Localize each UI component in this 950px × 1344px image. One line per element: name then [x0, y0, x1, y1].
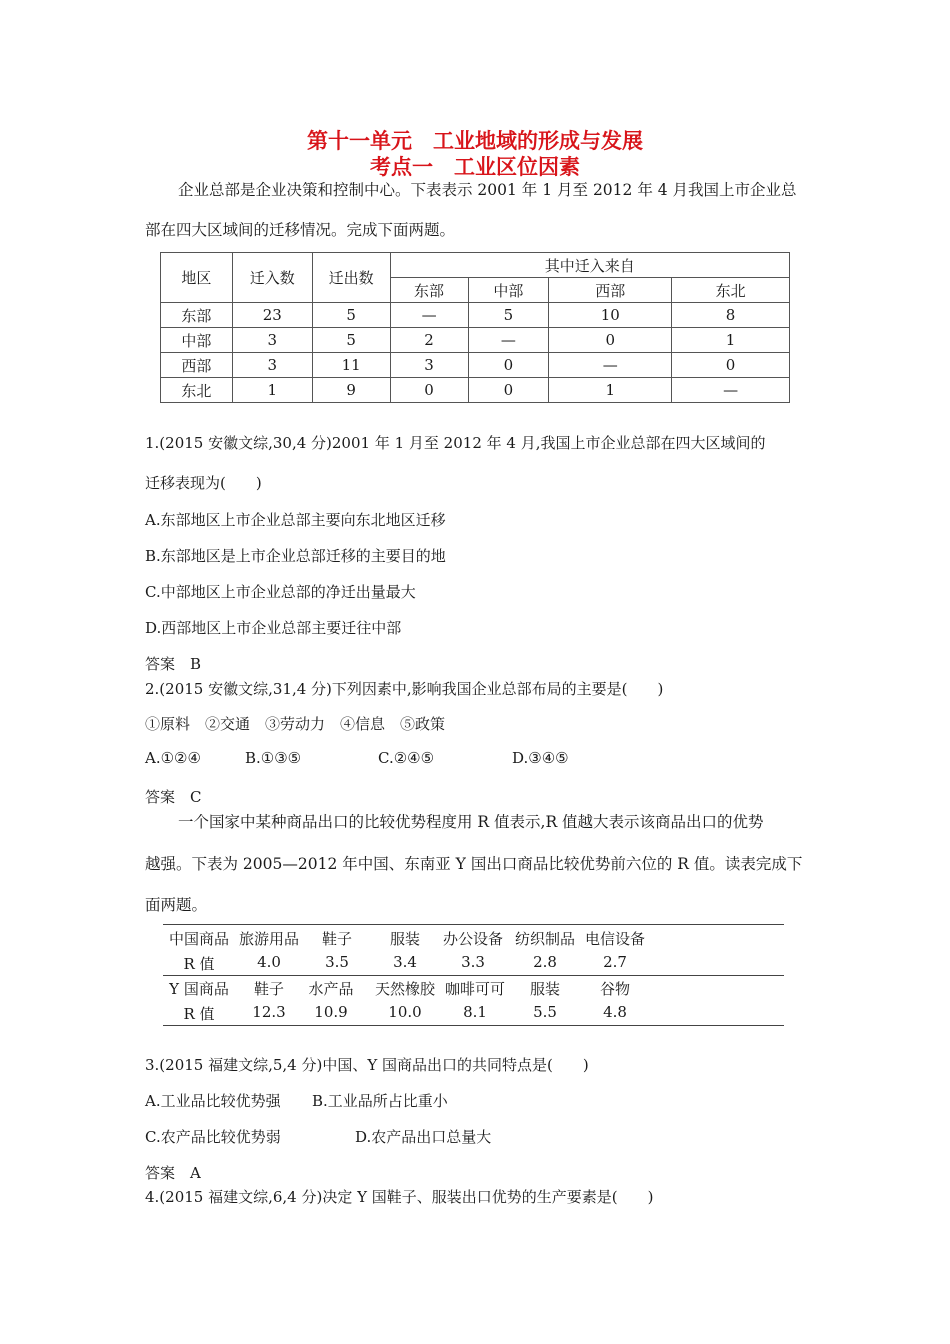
table-cell: 10.0 [388, 1003, 422, 1021]
q3-stem: 3.(2015 福建文综,5,4 分)中国、Y 国商品出口的共同特点是( ) [145, 1056, 589, 1074]
table-cell: 10.9 [314, 1003, 348, 1021]
table-cell: 12.3 [252, 1003, 286, 1021]
q1-option-d: D.西部地区上市企业总部主要迁往中部 [145, 619, 402, 637]
table-cell: 4.0 [257, 953, 281, 971]
table-cell: 0 [549, 328, 672, 353]
table-cell: 鞋子 [321, 930, 352, 948]
table-rule-top [163, 924, 784, 925]
header-from-northeast: 东北 [672, 278, 790, 303]
q2-option-c: C.②④⑤ [378, 749, 435, 767]
table-cell: 服装 [529, 980, 560, 998]
header-from-west: 西部 [549, 278, 672, 303]
intro2-line3: 面两题。 [145, 896, 208, 914]
table-cell: 中国商品 [168, 930, 229, 948]
table-cell: 5 [312, 303, 390, 328]
table-cell: — [672, 378, 790, 403]
header-region: 地区 [161, 253, 233, 303]
intro2-line2: 越强。下表为 2005—2012 年中国、东南亚 Y 国出口商品比较优势前六位的 R 值。读表完成下 [145, 855, 803, 873]
migration-table [160, 252, 790, 403]
table-rule-middle [163, 975, 784, 976]
table-cell: 中部 [161, 328, 233, 353]
unit-title: 第十一单元 工业地域的形成与发展 [307, 128, 643, 153]
table-cell: 0 [468, 353, 549, 378]
q2-option-d: D.③④⑤ [512, 749, 569, 767]
table-cell: 办公设备 [442, 930, 503, 948]
table-cell: — [390, 303, 468, 328]
table-cell: 9 [312, 378, 390, 403]
table-cell: 5 [468, 303, 549, 328]
section-title: 考点一 工业区位因素 [370, 154, 580, 179]
q1-stem-line1: 1.(2015 安徽文综,30,4 分)2001 年 1 月至 2012 年 4 月,我国上市企业总部在四大区域间的 [145, 434, 766, 452]
table-cell: 5 [312, 328, 390, 353]
table-cell: 1 [672, 328, 790, 353]
table-cell: 5.5 [533, 1003, 557, 1021]
table-cell: 鞋子 [253, 980, 284, 998]
header-in: 迁入数 [232, 253, 312, 303]
table-cell: 3.4 [393, 953, 417, 971]
q1-option-c: C.中部地区上市企业总部的净迁出量最大 [145, 583, 416, 601]
table-cell: 天然橡胶 [374, 980, 435, 998]
table-rule-bottom [163, 1025, 784, 1026]
q2-option-b: B.①③⑤ [245, 749, 302, 767]
table-cell: — [468, 328, 549, 353]
table-cell: 8 [672, 303, 790, 328]
table-cell: 10 [549, 303, 672, 328]
table-cell: 西部 [161, 353, 233, 378]
table-cell: 电信设备 [584, 930, 645, 948]
q2-answer: 答案 C [145, 788, 202, 806]
header-from-east: 东部 [390, 278, 468, 303]
table-cell: 8.1 [463, 1003, 487, 1021]
table-cell: 2.7 [603, 953, 627, 971]
header-out: 迁出数 [312, 253, 390, 303]
table-cell: 3 [232, 328, 312, 353]
table-cell: 0 [672, 353, 790, 378]
q1-option-b: B.东部地区是上市企业总部迁移的主要目的地 [145, 547, 446, 565]
table-cell: 11 [312, 353, 390, 378]
table-header-row [161, 253, 790, 278]
table-cell: 服装 [389, 930, 420, 948]
table-cell: 3 [390, 353, 468, 378]
q3-option-d: D.农产品出口总量大 [355, 1128, 492, 1146]
q3-option-c: C.农产品比较优势弱 [145, 1128, 281, 1146]
table-cell: 0 [390, 378, 468, 403]
table-cell: — [549, 353, 672, 378]
table-cell: 2.8 [533, 953, 557, 971]
table-cell: 3 [232, 353, 312, 378]
table-row [161, 303, 790, 328]
table-cell: 水产品 [308, 980, 354, 998]
intro1-line2: 部在四大区域间的迁移情况。完成下面两题。 [145, 221, 456, 239]
q4-stem: 4.(2015 福建文综,6,4 分)决定 Y 国鞋子、服装出口优势的生产要素是( ) [145, 1188, 654, 1206]
q2-stem: 2.(2015 安徽文综,31,4 分)下列因素中,影响我国企业总部布局的主要是( ) [145, 680, 664, 698]
q3-answer: 答案 A [145, 1164, 201, 1182]
intro2-line1: 一个国家中某种商品出口的比较优势程度用 R 值表示,R 值越大表示该商品出口的优势 [178, 813, 764, 831]
table-cell: 23 [232, 303, 312, 328]
q1-stem-line2: 迁移表现为( ) [145, 474, 262, 492]
table-cell: R 值 [183, 955, 215, 973]
table-cell: 咖啡可可 [444, 980, 505, 998]
table-row [161, 353, 790, 378]
q2-factors: ①原料 ②交通 ③劳动力 ④信息 ⑤政策 [145, 715, 446, 733]
table-cell: 4.8 [603, 1003, 627, 1021]
table-cell: 3.5 [325, 953, 349, 971]
q3-option-a: A.工业品比较优势强 [145, 1092, 281, 1110]
table-row [161, 328, 790, 353]
header-from-group: 其中迁入来自 [390, 253, 789, 278]
header-from-central: 中部 [468, 278, 549, 303]
table-cell: 1 [232, 378, 312, 403]
table-cell: 旅游用品 [238, 930, 299, 948]
intro1-line1: 企业总部是企业决策和控制中心。下表表示 2001 年 1 月至 2012 年 4 月我国上市企业总 [178, 181, 797, 199]
table-cell: 0 [468, 378, 549, 403]
table-cell: 谷物 [599, 980, 630, 998]
table-cell: 纺织制品 [514, 930, 575, 948]
q2-option-a: A.①②④ [145, 749, 201, 767]
q3-option-b: B.工业品所占比重小 [312, 1092, 448, 1110]
q1-option-a: A.东部地区上市企业总部主要向东北地区迁移 [145, 511, 446, 529]
table-cell: 2 [390, 328, 468, 353]
table-cell: Y 国商品 [169, 980, 229, 998]
table-cell: 3.3 [461, 953, 485, 971]
table-cell: 1 [549, 378, 672, 403]
table-row [161, 378, 790, 403]
table-cell: R 值 [183, 1005, 215, 1023]
table-cell: 东部 [161, 303, 233, 328]
table-cell: 东北 [161, 378, 233, 403]
q1-answer: 答案 B [145, 655, 202, 673]
